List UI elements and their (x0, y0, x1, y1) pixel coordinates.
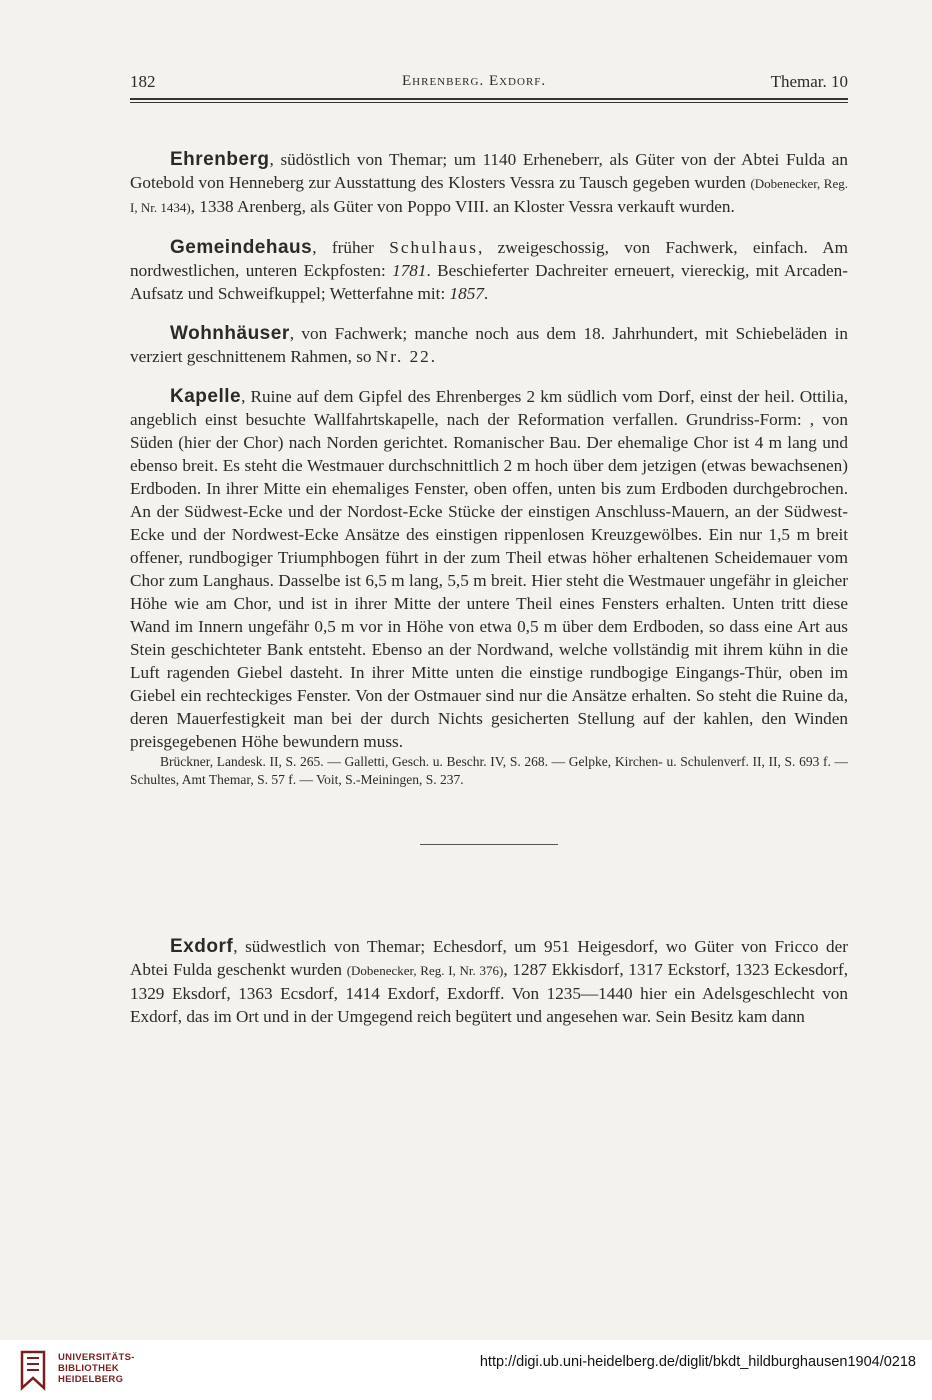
entry-heading: Kapelle (170, 386, 242, 407)
inscription-year: 1857 (449, 284, 484, 303)
entry-text: , südwestlich von Themar; Echesdorf, um 951 Heigesdorf, wo Güter von Fricco der Abtei Fulda geschenkt wurden (130, 937, 848, 979)
entry-heading: Gemeindehaus (170, 237, 313, 258)
entry-kapelle (130, 385, 848, 753)
entry-text: , 1287 Ekkisdorf, 1317 Eckstorf, 1323 Eckesdorf, 1329 Eksdorf, 1363 Ecsdorf, 1414 Exdorf, Exdorff. Von 1235—1440 hier ein Adelsgeschlecht von Exdorf, das im Ort und in der Umgegend reich begütert und angesehen war. Sein Besitz kam dann (130, 960, 848, 1026)
entry-text: . (483, 284, 489, 303)
spaced-term: Nr. 22 (375, 347, 431, 366)
university-logo-icon (18, 1348, 48, 1392)
references: Brückner, Landesk. II, S. 265. — Galletti, Gesch. u. Beschr. IV, S. 268. — Gelpke, Kirchen- u. Schulenverf. II, II, S. 693 f. — Schultes, Amt Themar, S. 57 f. — Voit, S.-Meiningen, S. 237. (130, 754, 848, 787)
header-title: Ehrenberg. Exdorf. (402, 73, 547, 89)
citation: (Dobenecker, Reg. I, Nr. 1434) (130, 176, 849, 215)
spaced-term: Schulhaus (389, 238, 478, 257)
entry-heading: Ehrenberg (170, 149, 270, 170)
entry-text: . Beschieferter Dachreiter erneuert, viereckig, mit Arcaden-Aufsatz und Schweifkuppel; Wetterfahne mit: (130, 261, 848, 303)
entry-text: , von Fachwerk; manche noch aus dem 18. Jahrhundert, mit Schiebeläden in verziert geschnittenem Rahmen, so (130, 324, 848, 366)
page-body (130, 148, 848, 1045)
header-section: Themar. 10 (770, 72, 848, 91)
citation: (Dobenecker, Reg. I, Nr. 376) (346, 963, 504, 978)
entry-gemeindehaus (130, 236, 848, 305)
entry-heading: Wohnhäuser (170, 323, 290, 344)
entry-heading: Exdorf (170, 936, 234, 957)
entry-text: , früher (312, 238, 390, 257)
entry-exdorf (130, 935, 848, 1028)
entry-text: , 1338 Arenberg, als Güter von Poppo VIII. an Kloster Vessra verkauft wurden. (190, 197, 735, 216)
page-number: 182 (130, 72, 156, 91)
entry-text: , zweigeschossig, von Fachwerk, einfach. Am nordwestlichen, unteren Eckpfosten: (130, 238, 848, 280)
entry-text: , südöstlich von Themar; um 1140 Erheneberr, als Güter von der Abtei Fulda an Gotebold von Henneberg zur Ausstattung des Klosters Vessra zu Tausch gegeben wurden (130, 150, 848, 192)
entry-ehrenberg (130, 148, 848, 219)
permalink-url[interactable]: http://digi.ub.uni-heidelberg.de/diglit/bkdt_hildburghausen1904/0218 (479, 1354, 916, 1370)
entry-wohnhaeuser (130, 322, 848, 368)
inscription-year: 1781 (392, 261, 427, 280)
header-rule (130, 98, 848, 100)
running-header (130, 72, 848, 98)
entry-text: , Ruine auf dem Gipfel des Ehrenberges 2 km südlich vom Dorf, einst der heil. Ottilia, angeblich einst besuchte Wallfahrtskapelle, nach der Reformation verfallen. Grundriss-Form: , von Süden (hier der Chor) nach Norden gerichtet. Romanischer Bau. Der ehemalige Chor ist 4 m lang und ebenso breit. Es steht die Westmauer durchschnittlich 2 m hoch über dem jetzigen (etwas bewachsenen) Erdboden. In ihrer Mitte ein ehemaliges Fenster, oben offen, unten bis zum Erdboden durchgebrochen. An der Südwest-Ecke und der Nordost-Ecke Stücke der einstigen Anschluss-Mauern, an der Südwest-Ecke und der Nordwest-Ecke Ansätze des einstigen rippenlosen Kreuzgewölbes. Ein nur 1,5 m breit offener, rundbogiger Triumphbogen führt in der zum Theil etwas höher erhaltenen Scheidemauer vom Chor zum Langhaus. Dasselbe ist 6,5 m lang, 5,5 m breit. Hier steht die Westmauer ungefähr in gleicher Höhe wie am Chor, und ist in ihrer Mitte der untere Theil eines Fensters erhalten. Unten tritt diese Wand im Innern ungefähr 0,5 m vor in Höhe von etwa 0,5 m über dem Erdboden, so dass eine Art aus Stein geschichteter Bank entsteht. Ebenso an der Nordwand, welche vollständig mit ihrem kühn in die Luft ragenden Giebel dasteht. In ihrer Mitte unten die einstige rundbogige Eingangs-Thür, oben im Giebel ein rechteckiges Fenster. Von der Ostmauer sind nur die Ansätze erhalten. So steht die Ruine da, deren Mauerfestigkeit man bei der durch Nichts gesicherten Stellung auf der kahlen, den Winden preisgegebenen Höhe bewundern muss. (130, 387, 848, 751)
header-rule-thin (130, 102, 848, 103)
viewer-footer (0, 1340, 932, 1400)
entry-text: . (430, 347, 436, 366)
section-divider (420, 844, 558, 845)
institution-name: UNIVERSITÄTS- BIBLIOTHEK HEIDELBERG (58, 1352, 135, 1385)
